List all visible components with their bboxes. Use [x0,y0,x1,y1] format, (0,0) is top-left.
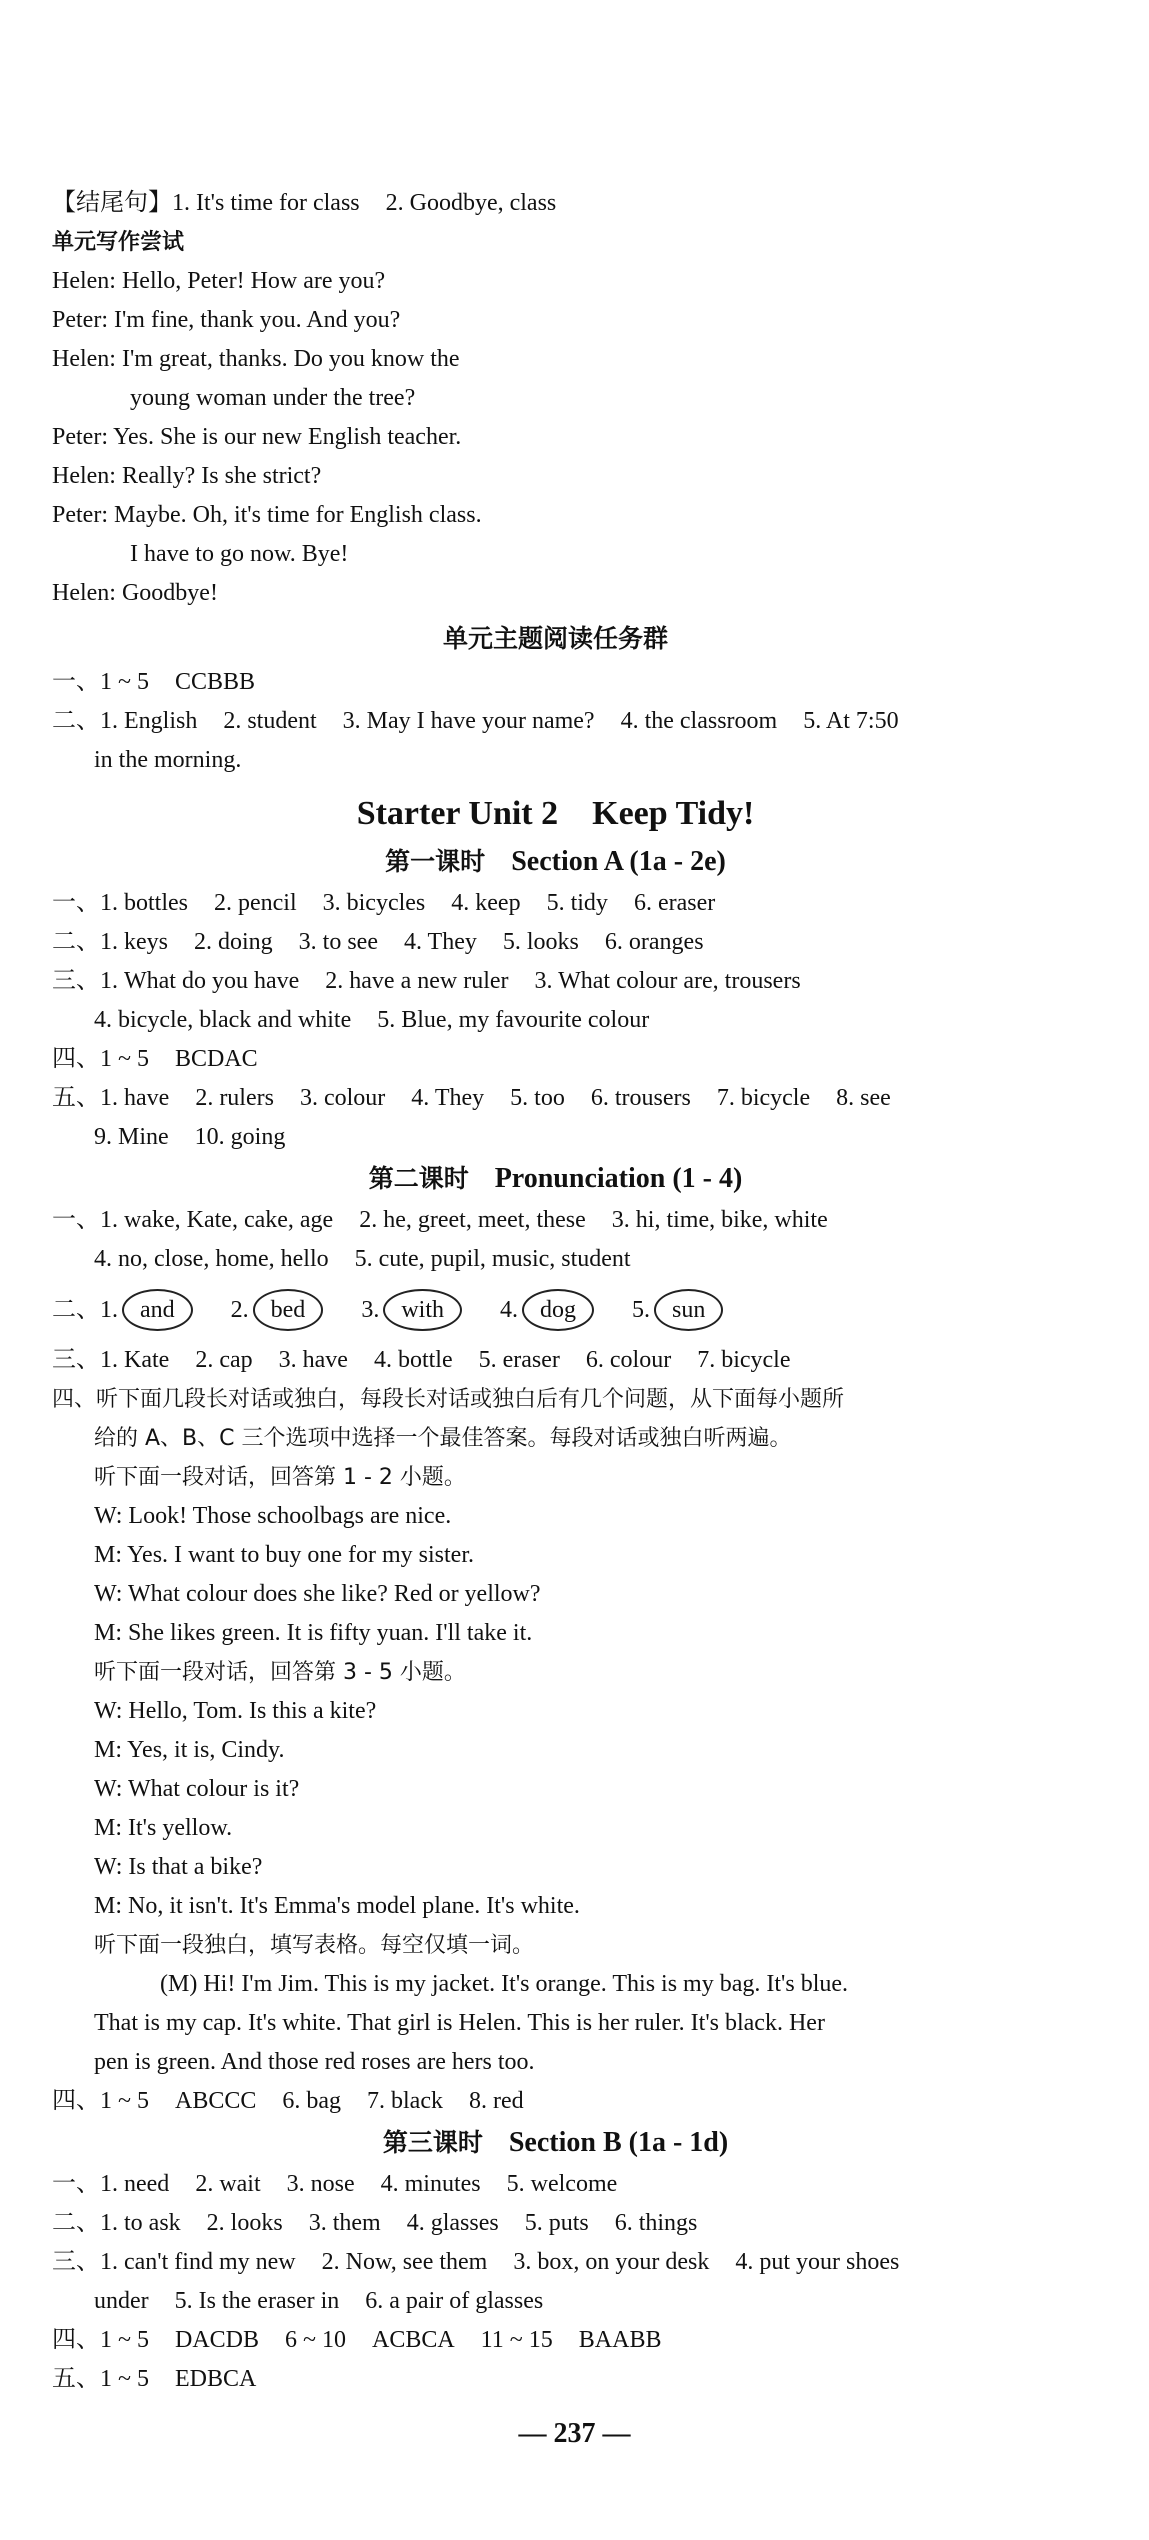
q-item: 5. welcome [506,2171,618,2197]
lesson1-row-2 [52,923,1059,962]
q-label: 三、 [52,2249,100,2275]
reading-q2 [52,702,1059,741]
q-item: 2. pencil [214,890,297,916]
q-answer: BCDAC [174,1046,258,1072]
q-item: 7. bicycle [716,1085,811,1111]
lesson1-row-3 [52,962,1059,1001]
lesson-3-title [52,2121,1059,2165]
item-number: 2. [230,1297,249,1323]
q-item: 4. the classroom [620,708,778,734]
q-item: 1. have [100,1085,170,1111]
q-answer: ABCCC [174,2088,257,2114]
q-label: 一、 [52,890,100,916]
unit-name: Starter Unit 2 [356,795,559,832]
q-item: 1. need [100,2171,170,2197]
writing-line: Helen: Goodbye! [52,580,218,606]
reading-q2-cont: in the morning. [94,747,242,773]
q-item: 5. Is the eraser in [174,2288,340,2314]
q-label: 二、 [52,929,100,955]
q-item: 1. English [100,708,198,734]
q-label: 三、 [52,1347,100,1373]
writing-line: young woman under the tree? [130,385,416,411]
dialogue-line: W: What colour is it? [94,1776,300,1802]
q-item: 3. hi, time, bike, white [611,1207,828,1233]
q-item: 5. looks [502,929,579,955]
circled-item [632,1279,731,1341]
q-item: 5. eraser [478,1347,560,1373]
q-item: 3. them [308,2210,381,2236]
q-range: 11 ~ 15 [480,2327,553,2353]
q-item: 8. red [469,2088,524,2114]
lesson3-q5 [52,2360,1059,2399]
item-number: 3. [361,1297,380,1323]
q-label: 五、1 ~ 5 [52,2366,149,2392]
q-item: 6. a pair of glasses [365,2288,544,2314]
lesson1-row-5-cont [52,1118,1059,1157]
writing-line: Peter: Yes. She is our new English teacher. [52,424,462,450]
writing-line: Peter: I'm fine, thank you. And you? [52,307,401,333]
q-answer: CCBBB [174,669,256,695]
lesson-2-title [52,1157,1059,1201]
q-item: 2. doing [194,929,273,955]
dialogue-line: W: Is that a bike? [94,1854,263,1880]
circled-word: with [383,1289,462,1331]
q-item: 6. things [614,2210,698,2236]
page-number: — 237 — [518,2418,631,2449]
writing-line: Helen: Hello, Peter! How are you? [52,268,386,294]
reading-title: 单元主题阅读任务群 [442,624,668,653]
lesson3-q3 [52,2243,1059,2282]
lesson-section: Section B (1a - 1d) [508,2127,729,2158]
dialogue-line: M: It's yellow. [94,1815,233,1841]
dialogue-line: M: Yes. I want to buy one for my sister. [94,1542,474,1568]
circled-item [231,1279,332,1341]
q-range: 6 ~ 10 [285,2327,346,2353]
lesson2-q1 [52,1201,1059,1240]
dialogue-line: W: Look! Those schoolbags are nice. [94,1503,452,1529]
q-answer: EDBCA [174,2366,257,2392]
lesson2-q4-answers [52,2082,1059,2121]
q-item: 5. At 7:50 [803,708,899,734]
writing-heading: 单元写作尝试 [52,230,185,255]
writing-line: I have to go now. Bye! [130,541,349,567]
monologue-line: That is my cap. It's white. That girl is Helen. This is her ruler. It's black. Her [94,2010,825,2036]
q-item: 4. bicycle, black and white [94,1007,352,1033]
monologue-line: (M) Hi! I'm Jim. This is my jacket. It's orange. This is my bag. It's blue. [160,1971,849,1997]
q-label: 一、 [52,1207,100,1233]
q-item: 2. Now, see them [321,2249,488,2275]
q-item: 1. can't find my new [100,2249,296,2275]
q-item: 5. Blue, my favourite colour [377,1007,650,1033]
q-item: 3. colour [299,1085,386,1111]
q-item: 7. bicycle [697,1347,791,1373]
dialogue-line: W: What colour does she like? Red or yellow? [94,1581,541,1607]
q-item: 3. to see [298,929,378,955]
q-label: 四、1 ~ 5 [52,2088,149,2114]
q-item: 3. What colour are, trousers [534,968,801,994]
q-answer: ACBCA [371,2327,455,2353]
lesson-1-title [52,840,1059,884]
lesson3-q3-cont [52,2282,1059,2321]
reading-q1 [52,663,1059,702]
q-item: 4. minutes [380,2171,481,2197]
closing-answer-2: 2. Goodbye, class [385,190,557,216]
closing-line [52,184,1059,223]
q-item: 9. Mine [94,1124,169,1150]
circled-item [500,1279,602,1341]
q-item: 4. glasses [406,2210,499,2236]
closing-answer-1: 1. It's time for class [172,190,360,216]
q-item: 3. bicycles [322,890,426,916]
lesson-label: 第一课时 [385,847,486,876]
q-item: 2. he, greet, meet, these [359,1207,586,1233]
lesson2-q2 [52,1279,1059,1341]
q-item: 4. They [403,929,477,955]
q-label: 二、 [52,1297,100,1323]
lesson3-q1 [52,2165,1059,2204]
q-item: 2. cap [195,1347,253,1373]
q-item: 3. box, on your desk [513,2249,710,2275]
q-item: under [94,2288,149,2314]
lesson2-q4-instruction-cont: 给的 A、B、C 三个选项中选择一个最佳答案。每段对话或独白听两遍。 [94,1426,792,1451]
q-item: 6. colour [585,1347,672,1373]
q-item: 4. put your shoes [735,2249,900,2275]
q-item: 6. trousers [590,1085,691,1111]
dialogue-line: W: Hello, Tom. Is this a kite? [94,1698,377,1724]
monologue-intro: 听下面一段独白，填写表格。每空仅填一词。 [94,1933,535,1958]
circled-word: sun [654,1289,723,1331]
q-label: 四、 [52,2327,100,2353]
q-item: 3. have [278,1347,348,1373]
q-label: 一、 [52,2171,100,2197]
q-item: 1. to ask [100,2210,181,2236]
q-item: 4. bottle [373,1347,453,1373]
item-number: 1. [100,1297,118,1323]
q-item: 10. going [194,1124,286,1150]
dialogue-line: M: Yes, it is, Cindy. [94,1737,285,1763]
dialogue-line: M: She likes green. It is fifty yuan. I'll take it. [94,1620,533,1646]
q-item: 2. rulers [195,1085,274,1111]
q-label: 一、1 ~ 5 [52,669,149,695]
q-label: 三、 [52,968,100,994]
q-item: 1. Kate [100,1347,170,1373]
writing-line: Helen: Really? Is she strict? [52,463,322,489]
q-item: 7. black [367,2088,443,2114]
item-number: 4. [499,1297,518,1323]
circled-word: bed [253,1289,324,1331]
lesson-section: Section A (1a - 2e) [511,846,726,877]
q-item: 4. keep [451,890,521,916]
q-item: 2. wait [195,2171,261,2197]
lesson2-q3 [52,1341,1059,1380]
q-answer: BAABB [578,2327,662,2353]
lesson1-row-5 [52,1079,1059,1118]
q-label: 四、1 ~ 5 [52,1046,149,1072]
q-item: 1. keys [100,929,168,955]
q-item: 5. puts [524,2210,589,2236]
q-item: 5. cute, pupil, music, student [354,1246,631,1272]
item-number: 5. [631,1297,650,1323]
writing-line: Helen: I'm great, thanks. Do you know the [52,346,460,372]
q-label: 二、 [52,708,100,734]
circled-item [100,1279,201,1341]
lesson1-row-3-cont [52,1001,1059,1040]
q-item: 6. eraser [633,890,716,916]
q-answer: DACDB [174,2327,259,2353]
q-item: 8. see [836,1085,891,1111]
q-item: 1. bottles [100,890,188,916]
q-item: 1. wake, Kate, cake, age [100,1207,334,1233]
q-item: 6. oranges [604,929,704,955]
q-range: 1 ~ 5 [100,2327,149,2353]
dialogue-2-intro: 听下面一段对话，回答第 3 - 5 小题。 [94,1660,466,1685]
circled-word: and [122,1289,193,1331]
circled-item [361,1279,470,1341]
lesson1-row-1 [52,884,1059,923]
unit-subtitle: Keep Tidy! [592,795,755,832]
q-item: 2. student [223,708,317,734]
lesson3-q4 [52,2321,1059,2360]
q-item: 5. tidy [546,890,608,916]
q-item: 4. They [411,1085,485,1111]
lesson-label: 第三课时 [382,2128,483,2157]
lesson1-row-4 [52,1040,1059,1079]
q-label: 二、 [52,2210,100,2236]
unit-title [52,788,1059,840]
lesson-section: Pronunciation (1 - 4) [494,1163,743,1194]
q-item: 4. no, close, home, hello [94,1246,329,1272]
q-item: 2. looks [206,2210,283,2236]
circled-word: dog [522,1289,594,1331]
q-item: 3. May I have your name? [342,708,595,734]
lesson2-q4-instruction: 四、听下面几段长对话或独白，每段长对话或独白后有几个问题，从下面每小题所 [52,1387,845,1412]
lesson-label: 第二课时 [368,1164,469,1193]
q-item: 5. too [510,1085,565,1111]
lesson3-q2 [52,2204,1059,2243]
lesson2-q1-cont [52,1240,1059,1279]
dialogue-1-intro: 听下面一段对话，回答第 1 - 2 小题。 [94,1465,466,1490]
writing-line: Peter: Maybe. Oh, it's time for English class. [52,502,482,528]
q-label: 五、 [52,1085,100,1111]
q-item: 1. What do you have [100,968,300,994]
q-item: 6. bag [282,2088,342,2114]
closing-label: 【结尾句】 [52,190,172,216]
q-item: 2. have a new ruler [325,968,509,994]
monologue-line: pen is green. And those red roses are hers too. [94,2049,535,2075]
q-item: 3. nose [286,2171,355,2197]
dialogue-line: M: No, it isn't. It's Emma's model plane. It's white. [94,1893,580,1919]
